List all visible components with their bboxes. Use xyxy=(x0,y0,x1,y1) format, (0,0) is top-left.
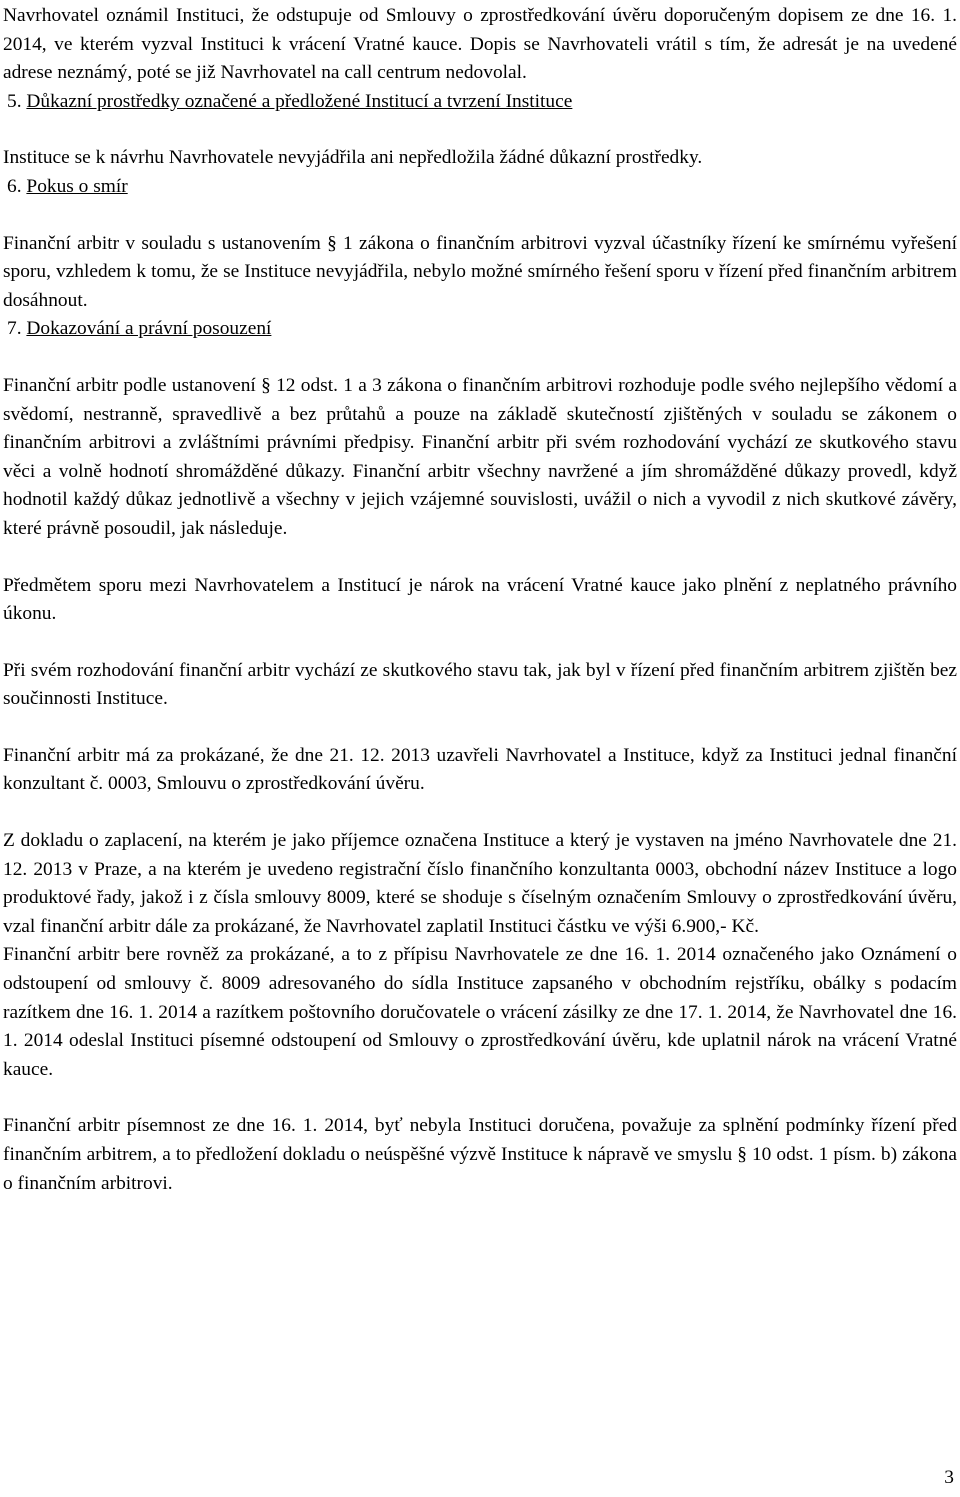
paragraph-section-5: Instituce se k návrhu Navrhovatele nevyjádřila ani nepředložila žádné důkazní prostředky. xyxy=(3,147,703,169)
section-title: Důkazní prostředky označené a předložené Institucí a tvrzení Instituce xyxy=(26,90,573,112)
section-6-heading xyxy=(3,173,957,202)
paragraph-section-6: Finanční arbitr v souladu s ustanovením § 1 zákona o finančním arbitrovi vyzval účastníky řízení ke smírnému vyřešení sporu, vzhledem k tomu, že se Instituce nevyjádřila, nebylo možné smírného řešení sporu v řízení před finančním arbitrem dosáhnout. xyxy=(3,232,957,311)
paragraph-section-7-a: Finanční arbitr podle ustanovení § 12 odst. 1 a 3 zákona o finančním arbitrovi rozhoduje podle svého nejlepšího vědomí a svědomí, nestranně, spravedlivě a bez průtahů a pouze na základě skutečností zjištěných v souladu se zákonem o finančním arbitrovi a zvláštními právními předpisy. Finanční arbitr při svém rozhodování vychází ze skutkového stavu věci a volně hodnotí shromážděné důkazy. Finanční arbitr všechny navržené a jím shromážděné důkazy provedl, když hodnotil každý důkaz jednotlivě a všechny v jejich vzájemné souvislosti, uvážil o nich a vyvodil z nich skutkové závěry, které právně posoudil, jak následuje. xyxy=(3,374,957,539)
document-page xyxy=(3,2,957,1198)
section-number: 5. xyxy=(7,90,22,112)
section-5-heading xyxy=(3,88,957,117)
paragraph-section-7-g: Finanční arbitr písemnost ze dne 16. 1. 2014, byť nebyla Instituci doručena, považuje za splnění podmínky řízení před finančním arbitrem, a to předložení dokladu o neúspěšné výzvě Instituce k nápravě ve smyslu § 10 odst. 1 písm. b) zákona o finančním arbitrovi. xyxy=(3,1115,957,1194)
paragraph-section-7-b: Předmětem sporu mezi Navrhovatelem a Institucí je nárok na vrácení Vratné kauce jako plnění z neplatného právního úkonu. xyxy=(3,574,957,625)
paragraph-section-7-f: Finanční arbitr bere rovněž za prokázané, a to z přípisu Navrhovatele ze dne 16. 1. 2014 označeného jako Oznámení o odstoupení od smlouvy č. 8009 adresovaného do sídla Instituce zapsaného v obchodním rejstříku, obálky s podacím razítkem dne 16. 1. 2014 a razítkem poštovního doručovatele o vrácení zásilky ze dne 17. 1. 2014, že Navrhovatel dne 16. 1. 2014 odeslal Instituci písemné odstoupení od Smlouvy o zprostředkování úvěru, kde uplatnil nárok na vrácení Vratné kauce. xyxy=(3,944,957,1080)
section-title: Pokus o smír xyxy=(26,175,128,197)
section-7-heading xyxy=(3,315,957,344)
paragraph-section-7-c: Při svém rozhodování finanční arbitr vychází ze skutkového stavu tak, jak byl v řízení před finančním arbitrem zjištěn bez součinnosti Instituce. xyxy=(3,659,957,710)
page-number: 3 xyxy=(944,1467,954,1488)
paragraph-section-7-e: Z dokladu o zaplacení, na kterém je jako příjemce označena Instituce a který je vystaven na jméno Navrhovatele dne 21. 12. 2013 v Praze, a na kterém je uvedeno registrační číslo finančního konzultanta 0003, obchodní název Instituce a logo produktové řady, jakož i z čísla smlouvy 8009, které se shoduje s číselným označením Smlouvy o zprostředkování úvěru, vzal finanční arbitr dále za prokázané, že Navrhovatel zaplatil Instituci částku ve výši 6.900,- Kč. xyxy=(3,830,957,937)
section-number: 6. xyxy=(7,175,22,197)
section-title: Dokazování a právní posouzení xyxy=(26,318,272,340)
paragraph-section-7-d: Finanční arbitr má za prokázané, že dne 21. 12. 2013 uzavřeli Navrhovatel a Instituce, když za Instituci jednal finanční konzultant č. 0003, Smlouvu o zprostředkování úvěru. xyxy=(3,744,957,795)
paragraph-intro: Navrhovatel oznámil Instituci, že odstupuje od Smlouvy o zprostředkování úvěru doporučeným dopisem ze dne 16. 1. 2014, ve kterém vyzval Instituci k vrácení Vratné kauce. Dopis se Navrhovateli vrátil s tím, že adresát je na uvedené adrese neznámý, poté se již Navrhovatel na call centrum nedovolal. xyxy=(3,5,957,84)
section-number: 7. xyxy=(7,318,22,340)
